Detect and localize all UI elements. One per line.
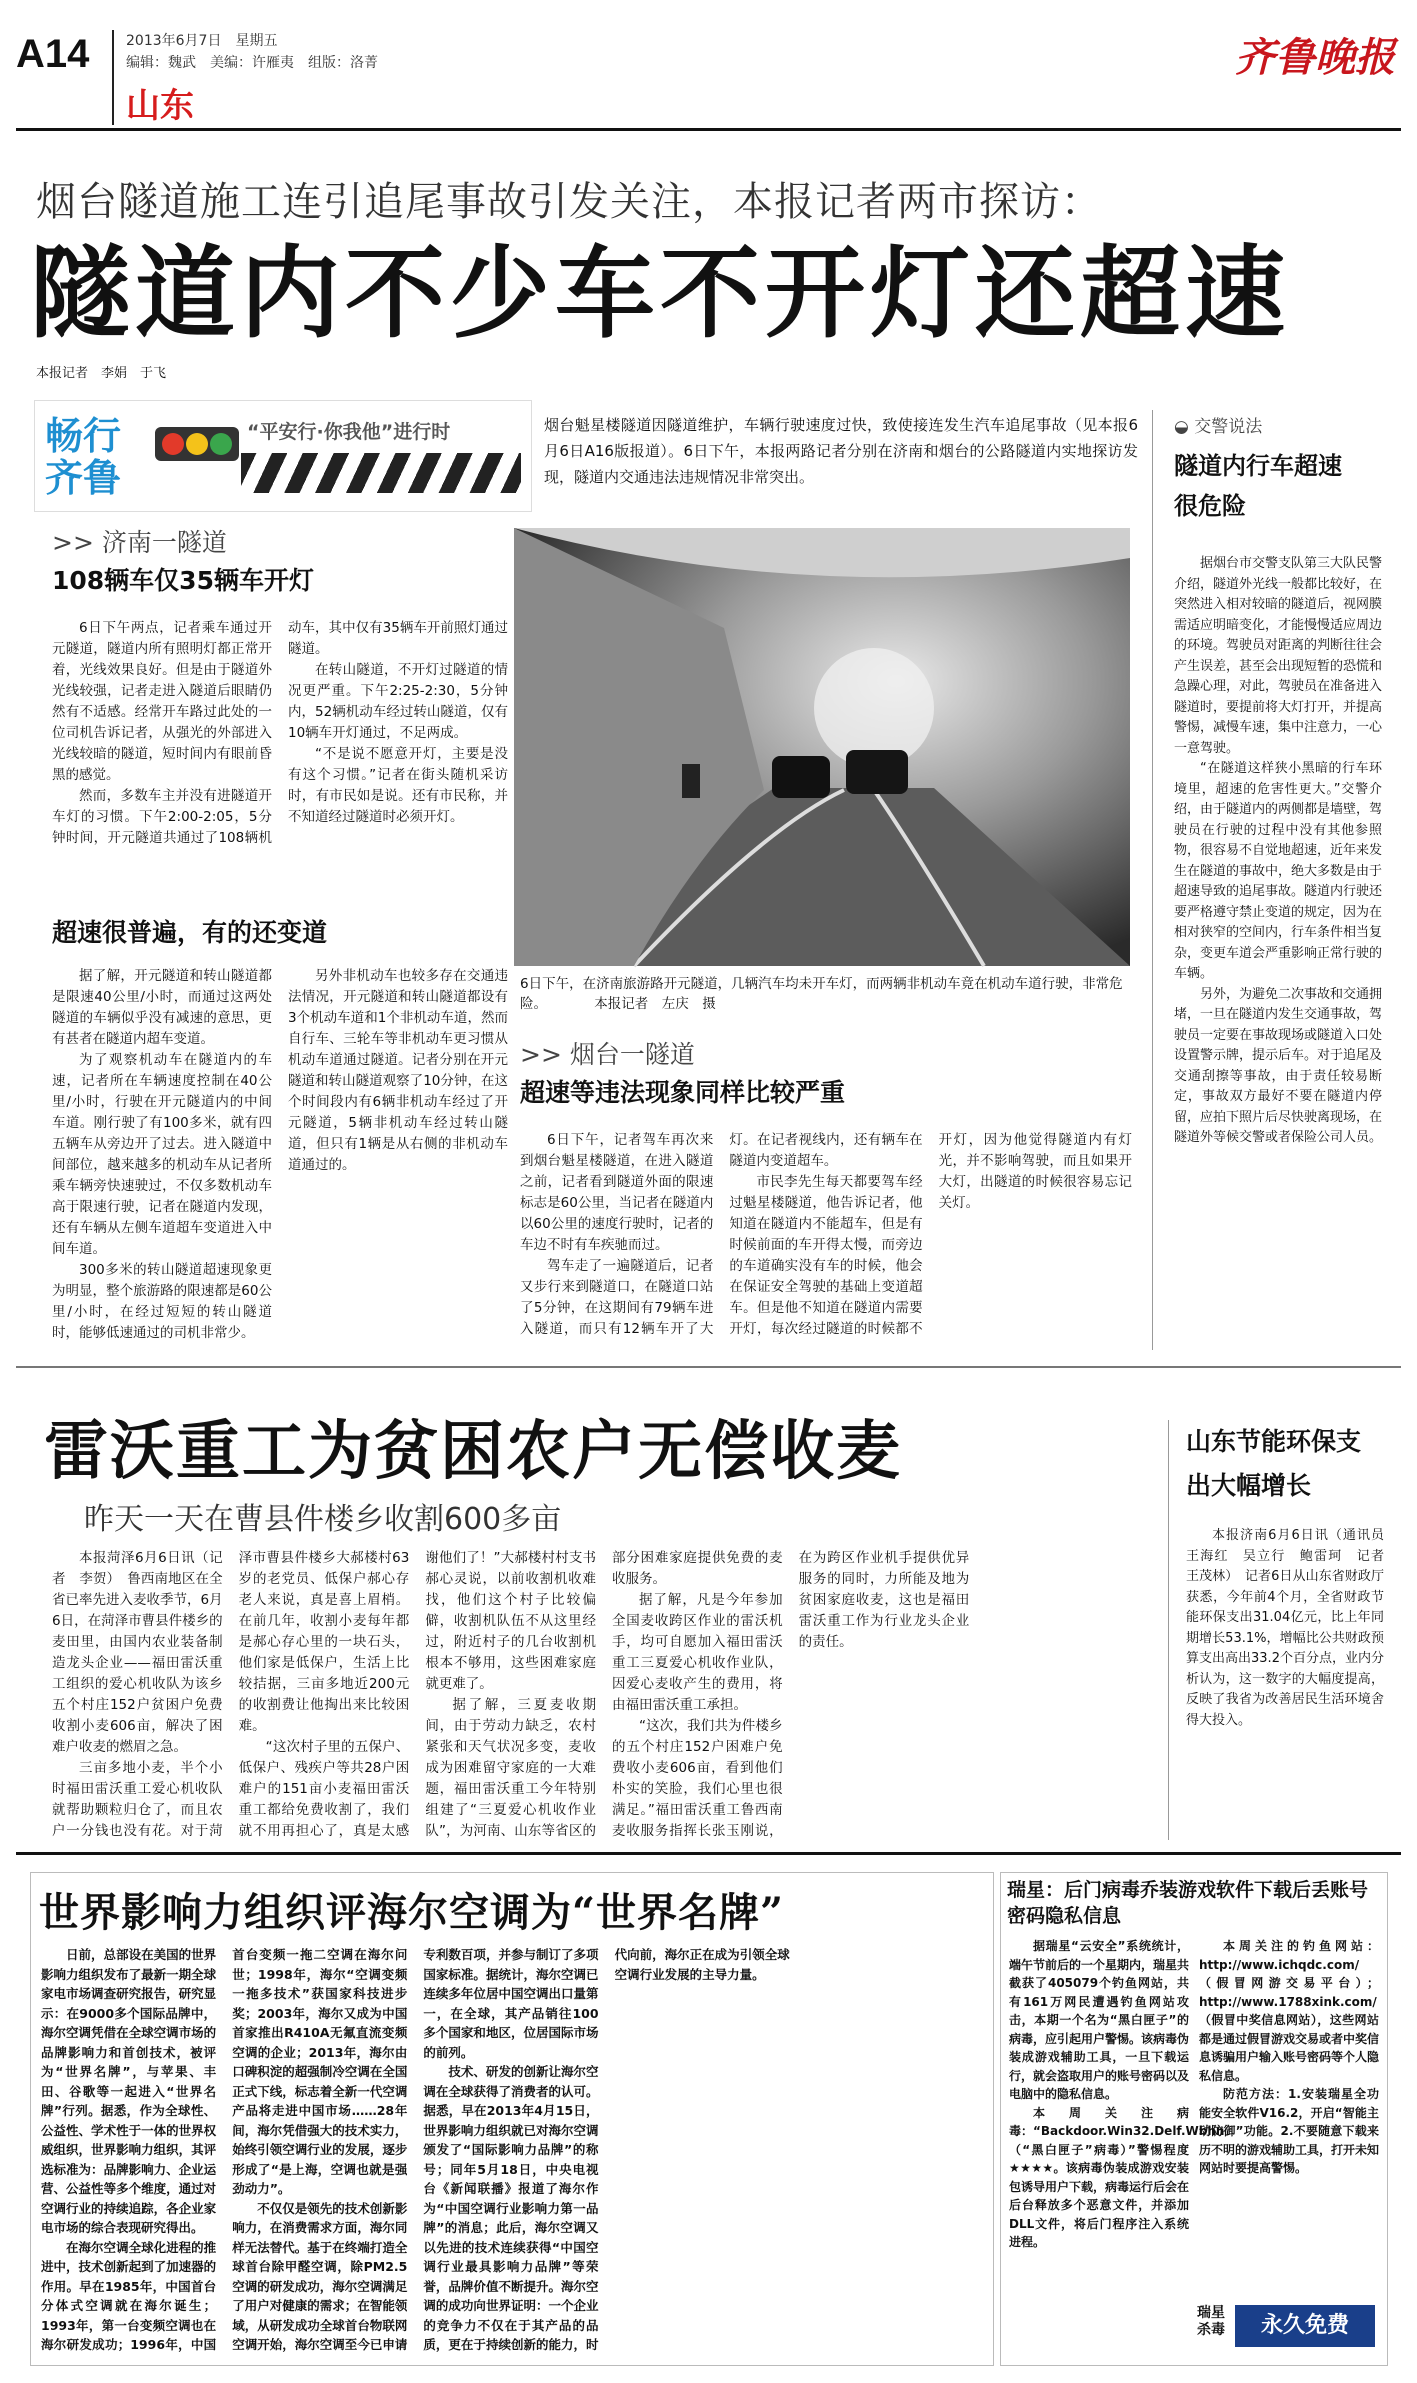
story2-side-paragraph: 本报济南6月6日讯（通讯员 王海红 吴立行 鲍雷珂 记者 王茂林） 记者6日从山东省财政厅获悉，今年前4个月，全省财政节能环保支出31.04亿元，比上年同期增长53.1%，增幅比公共财政预算支出高出33.2个百分点，业内分析认为，这一数字的大幅度提高，反映了我省为改善居民生活环境舍得大投入。 — [1186, 1528, 1398, 1728]
sec3-paragraph: 市民李先生每天都要驾车经过魁星楼隧道，他告诉记者，他知道在隧道内不能超车，但是有时候前面的车开得太慢，而旁边的车道确实没有车的时候，他会在保证安全驾驶的基础上变道超车。但是他不知道在隧道内需要开灯，每次经过隧道的时候都不开灯，因为他觉得隧道内有灯光，并不影响驾驶，而且如果开大灯，出隧道的时候很容易忘记关灯。 — [729, 1132, 1132, 1337]
sec1-paragraph: 然而，多数车主并没有进隧道开车灯的习惯。下午2:00-2:05，5分钟时间，开元隧道共通过了108辆机动车，其中仅有35辆车开前照灯通过隧道。 — [52, 620, 508, 846]
haier-ad-body — [41, 1945, 981, 2359]
haier-ad-paragraph: 在海尔空调全球化进程的推进中，技术创新起到了加速器的作用。早在1985年，中国首台分体式空调就在海尔诞生；1993年，第一台变频空调也在海尔研发成功；1996年，中国首台变频一拖二空调在海尔问世；1998年，海尔“空调变频一拖多技术”获国家科技进步奖；2003年，海尔又成为中国首家推出R410A无氟直流变频空调的企业；2013年，海尔由口碑积淀的超强制冷空调在全国正式下线，标志着全新一代空调产品将走进中国市场……28年间，海尔凭借强大的技术实力，始终引领空调行业的发展，逐步形成了“是上海，空调也就是强劲动力”。 — [41, 1947, 408, 2352]
sidebar-body — [1174, 554, 1382, 1354]
issue-date: 2013年6月7日 星期五 — [126, 33, 278, 49]
sec3-paragraph: 6日下午，记者驾车再次来到烟台魁星楼隧道，在进入隧道之前，记者看到隧道外面的限速标志是60公里，当记者在隧道内以60公里的速度行驶时，记者的车边不时有车疾驰而过。 — [520, 1132, 714, 1253]
sec3-body — [520, 1130, 1132, 1356]
haier-ad-headline: 世界影响力组织评海尔空调为“世界名牌” — [39, 1889, 785, 1936]
paper-name: 齐鲁晚报 — [1235, 34, 1395, 81]
sec1-paragraph: 在转山隧道，不开灯过隧道的情况更严重。下午2:25-2:30，5分钟内，52辆机动车经过转山隧道，仅有10辆车开灯通过，不足两成。 — [288, 662, 508, 741]
story2-subhead: 昨天一天在曹县件楼乡收割600多亩 — [84, 1502, 562, 1537]
story2-paragraph: “这次，我们共为件楼乡的五个村庄152户困难户免费收小麦606亩，看到他们朴实的笑脸，我们心里也很满足。”福田雷沃重工鲁西南麦收服务指挥长张玉刚说，在为跨区作业机手提供优异服务的同时，力所能及地为贫困家庭收麦，这也是福田雷沃重工作为行业龙头企业的责任。 — [611, 1550, 970, 1839]
story2-paragraph: “这次村子里的五保户、低保户、残疾户等共28户困难户的151亩小麦福田雷沃重工都给免费收割了，我们就不用再担心了，真是太感谢他们了！”大郝楼村村支书郝心灵说，以前收割机收难找，他们这个村子比较偏僻，收割机队伍不从这里经过，附近村子的几台收割机根本不够用，这些困难家庭就更难了。 — [238, 1550, 596, 1839]
sec1-paragraph: “不是说不愿意开灯，主要是没有这个习惯。”记者在街头随机采访时，有市民如是说。还有市民称，并不知道经过隧道时必须开灯。 — [288, 746, 508, 825]
sec3-paragraph: 驾车走了一遍隧道后，记者又步行来到隧道口，在隧道口站了5分钟，在这期间有79辆车进入隧道，而只有12辆车开了大灯。在记者视线内，还有辆车在隧道内变道超车。 — [520, 1132, 923, 1337]
story1-bottom-rule — [16, 1366, 1401, 1368]
sec1-paragraph: 6日下午两点，记者乘车通过开元隧道，隧道内所有照明灯都正常开着，光线效果良好。但是由于隧道外光线较强，记者走进入隧道后眼睛仍然有不适感。经常开车路过此处的一位司机告诉记者，从强光的外部进入光线较暗的隧道，短时间内有眼前昏黑的感觉。 — [52, 620, 272, 783]
campaign-slogan: “平安行·你我他”进行时 — [247, 421, 451, 443]
masthead-rule — [16, 128, 1401, 131]
campaign-logo — [34, 400, 532, 512]
rising-ad-headline: 瑞星：后门病毒乔装游戏软件下载后丢账号密码隐私信息 — [1007, 1879, 1369, 1927]
sidebar-label-text: 交警说法 — [1194, 417, 1263, 437]
rising-ad — [1000, 1872, 1388, 2366]
sec1-title: 108辆车仅35辆车开灯 — [52, 566, 314, 595]
story2-body — [52, 1548, 1156, 1842]
sidebar-paragraph: 另外，为避免二次事故和交通拥堵，一旦在隧道内发生交通事故，驾驶员一定要在事故现场或隧道入口处设置警示牌，提示后车。对于追尾及交通刮擦等事故，由于责任较易断定，事故双方最好不要在隧道内停留，应拍下照片后尽快驶离现场，在隧道外等候交警或者保险公司人员。 — [1174, 986, 1383, 1145]
sec2-paragraph: 另外非机动车也较多存在交通违法情况，开元隧道和转山隧道都设有3个机动车道和1个非机动车道，然而自行车、三轮车等非机动车更习惯从机动车道通过隧道。记者分别在开元隧道和转山隧道观察了10分钟，在这个时间段内有6辆非机动车经过了开元隧道，5辆非机动车经过转山隧道，但只有1辆是从右侧的非机动车道通过的。 — [288, 968, 508, 1173]
rising-brand: 瑞星杀毒 — [1197, 2305, 1225, 2338]
story2-headline: 雷沃重工为贫困农户无偿收麦 — [44, 1415, 902, 1489]
haier-ad — [30, 1872, 994, 2366]
story1-headline: 隧道内不少车不开灯还超速 — [30, 235, 1290, 352]
sec2-title: 超速很普遍，有的还变道 — [52, 918, 328, 947]
campaign-stripes — [241, 453, 521, 493]
editor-credits: 编辑：魏武 美编：许雁夷 组版：洛菁 — [126, 55, 378, 71]
rising-ad-body — [1009, 1937, 1379, 2287]
story2-bottom-rule — [16, 1852, 1401, 1855]
story1-lead: 烟台魁星楼隧道因隧道维护，车辆行驶速度过快，致使接连发生汽车追尾事故（见本报6月6日A16版报道）。6日下午，本报两路记者分别在济南和烟台的公路隧道内实地探访发现，隧道内交通违法违规情况非常突出。 — [544, 416, 1138, 486]
sec1-label: >> 济南一隧道 — [52, 528, 227, 557]
tunnel-photo — [514, 528, 1130, 966]
masthead-divider — [112, 30, 114, 125]
page-number: A14 — [16, 32, 90, 76]
story2-sidebar-divider — [1168, 1420, 1169, 1840]
sec3-title: 超速等违法现象同样比较严重 — [520, 1078, 846, 1107]
story1-kicker: 烟台隧道施工连引追尾事故引发关注，本报记者两市探访： — [36, 179, 1102, 225]
rising-ad-paragraph: 本周关注病毒：“Backdoor.Win32.Delf.Wbhn（“黑白匣子”病毒）”警惕程度★★★★。该病毒伪装成游戏安装包诱导用户下载，病毒运行后会在后台释放多个恶意文件，并添加DLL文件，将后门程序注入系统进程。 — [1009, 2105, 1225, 2249]
story2-paragraph: 据了解，凡是今年参加全国麦收跨区作业的雷沃机手，均可自愿加入福田雷沃重工三夏爱心机收作业队，因爱心麦收产生的费用，将由福田雷沃重工承担。 — [611, 1592, 783, 1713]
haier-ad-paragraph: 不仅仅是领先的技术创新影响力，在消费需求方面，海尔同样无法替代。基于在终端打造全球首台除甲醛空调，除PM2.5空调的研发成功，海尔空调满足了用户对健康的需求；在智能领域，从研发成功全球首台物联网空调开始，海尔空调至今已申请专利数百项，并参与制订了多项国家标准。据统计，海尔空调已连续多年位居中国空调出口量第一，在全球，其产品销往100多个国家和地区，位居国际市场的前列。 — [232, 1947, 599, 2352]
story2-side-body — [1186, 1526, 1398, 1840]
story2-side-title: 山东节能环保支出大幅增长 — [1186, 1427, 1362, 1500]
rising-ad-paragraph: 本周关注的钓鱼网站：http://www.ichqdc.com/（假冒网游交易平台）；http://www.1788xink.com/（假冒中奖信息网站），这些网站都是通过假冒游戏交易或者中奖信息诱骗用户输入账号密码等个人隐私信息。 — [1199, 1939, 1380, 2083]
police-icon: ◒ — [1174, 417, 1189, 437]
sec1-body — [52, 618, 508, 890]
story1-byline: 本报记者 李娟 于飞 — [36, 366, 167, 381]
sidebar-divider — [1152, 410, 1153, 1350]
sidebar-paragraph: 据烟台市交警支队第三大队民警介绍，隧道外光线一般都比较好，在突然进入相对较暗的隧道后，视网膜需适应明暗变化，才能慢慢适应周边的环境。驾驶员对距离的判断往往会产生误差，甚至会出现短暂的恐慌和急躁心理，对此，驾驶员在准备进入隧道时，要提前将大灯打开，并提高警惕，减慢车速，集中注意力，一心一意驾驶。 — [1174, 556, 1383, 756]
story2-paragraph: 据了解，三夏麦收期间，由于劳动力缺乏，农村紧张和天气状况多变，麦收成为困难留守家庭的一大难题，福田雷沃重工今年特别组建了“三夏爱心机收作业队”，为河南、山东等省区的部分困难家庭提供免费的麦收服务。 — [425, 1550, 783, 1839]
sec3-label: >> 烟台一隧道 — [520, 1040, 695, 1069]
campaign-logo-text: 畅行齐鲁 — [45, 414, 122, 500]
haier-ad-paragraph: 日前，总部设在美国的世界影响力组织发布了最新一期全球家电市场调查研究报告，研究显示：在9000多个国际品牌中，海尔空调凭借在全球空调市场的品牌影响力和首创技术，被评为“世界名牌”，与苹果、丰田、谷歌等一起进入“世界名牌”行列。据悉，作为全球性、公益性、学术性于一体的世界权威组织，世界影响力组织，其评选标准为：品牌影响力、企业运营、公益性等多个维度，通过对空调行业的持续追踪，各企业家电市场的综合表现研究得出。 — [41, 1947, 217, 2235]
rising-free-badge: 永久免费 — [1235, 2305, 1375, 2347]
sidebar-paragraph: “在隧道这样狭小黑暗的行车环境里，超速的危害性更大。”交警介绍，由于隧道内的两侧都是墙壁，驾驶员在行驶的过程中没有其他参照物，很容易不自觉地超速，近年来发生在隧道的事故中，绝大多数是由于超速导致的追尾事故。隧道内行驶还要严格遵守禁止变道的规定，因为在相对狭窄的空间内，行车条件相当复杂，变更车道会严重影响正常行驶的车辆。 — [1174, 761, 1383, 981]
rising-ad-paragraph: 据瑞星“云安全”系统统计，端午节前后的一个星期内，瑞星共截获了405079个钓鱼网站，共有161万网民遭遇钓鱼网站攻击，本期一个名为“黑白匣子”的病毒，应引起用户警惕。该病毒伪装成游戏辅助工具，一旦下载运行，就会盗取用户的账号密码以及电脑中的隐私信息。 — [1009, 1939, 1190, 2101]
sec2-body — [52, 966, 508, 1356]
sec2-paragraph: 300多米的转山隧道超速现象更为明显，整个旅游路的限速都是60公里/小时，在经过短短的转山隧道时，能够低速通过的司机非常少。 — [52, 1262, 272, 1341]
rising-ad-paragraph: 防范方法：1.安装瑞星全功能安全软件V16.2，开启“智能主动防御”功能。2.不要随意下载来历不明的游戏辅助工具，打开未知网站时要提高警惕。 — [1199, 2087, 1380, 2175]
section-name: 山东 — [126, 86, 194, 126]
haier-ad-paragraph: 技术、研发的创新让海尔空调在全球获得了消费者的认可。据悉，早在2013年4月15日，世界影响力组织就已对海尔空调颁发了“国际影响力品牌”的称号；同年5月18日，中央电视台《新闻联播》报道了海尔作为“中国空调行业影响力第一品牌”的消息；此后，海尔空调又以先进的技术连续获得“中国空调行业最具影响力品牌”等荣誉，品牌价值不断提升。海尔空调的成功向世界证明：一个企业的竞争力不仅在于其产品的品质，更在于持续创新的能力，时代向前，海尔正在成为引领全球空调行业发展的主导力量。 — [423, 1947, 790, 2352]
story2-paragraph: 本报菏泽6月6日讯（记者 李贺） 鲁西南地区在全省已率先进入麦收季节，6月6日，在菏泽市曹县件楼乡的麦田里，由国内农业装备制造龙头企业——福田雷沃重工组织的爱心机收队为该乡五个村庄152户贫困户免费收割小麦606亩，解决了困难户收麦的燃眉之急。 — [52, 1550, 223, 1755]
sidebar-title: 隧道内行车超速很危险 — [1174, 452, 1342, 520]
photo-caption: 6日下午，在济南旅游路开元隧道，几辆汽车均未开车灯，而两辆非机动车竟在机动车道行驶，非常危险。 本报记者 左庆 摄 — [520, 976, 1123, 1012]
traffic-light-icon — [151, 413, 243, 483]
sec2-paragraph: 为了观察机动车在隧道内的车速，记者所在车辆速度控制在40公里/小时，行驶在开元隧道内的中间车道。刚行驶了有100多米，就有四五辆车从旁边开了过去。进入隧道中间部位，越来越多的机动车从记者所乘车辆旁快速驶过，不仅多数机动车高于限速行驶，记者在隧道内发现，还有车辆从左侧车道超车变道进入中间车道。 — [52, 1052, 272, 1257]
sec2-paragraph: 据了解，开元隧道和转山隧道都是限速40公里/小时，而通过这两处隧道的车辆似乎没有减速的意思，更有甚者在隧道内超车变道。 — [52, 968, 272, 1047]
story2-paragraph: 三亩多地小麦，半个小时福田雷沃重工爱心机收队就帮助颗粒归仓了，而且农户一分钱也没有花。对于菏泽市曹县件楼乡大郝楼村63岁的老党员、低保户郝心存老人来说，真是喜上眉梢。在前几年，收割小麦每年都是郝心存心里的一块石头，他们家是低保户，生活上比较拮据，三亩多地近200元的收割费让他掏出来比较困难。 — [52, 1550, 410, 1839]
sidebar-label — [1174, 412, 1262, 437]
